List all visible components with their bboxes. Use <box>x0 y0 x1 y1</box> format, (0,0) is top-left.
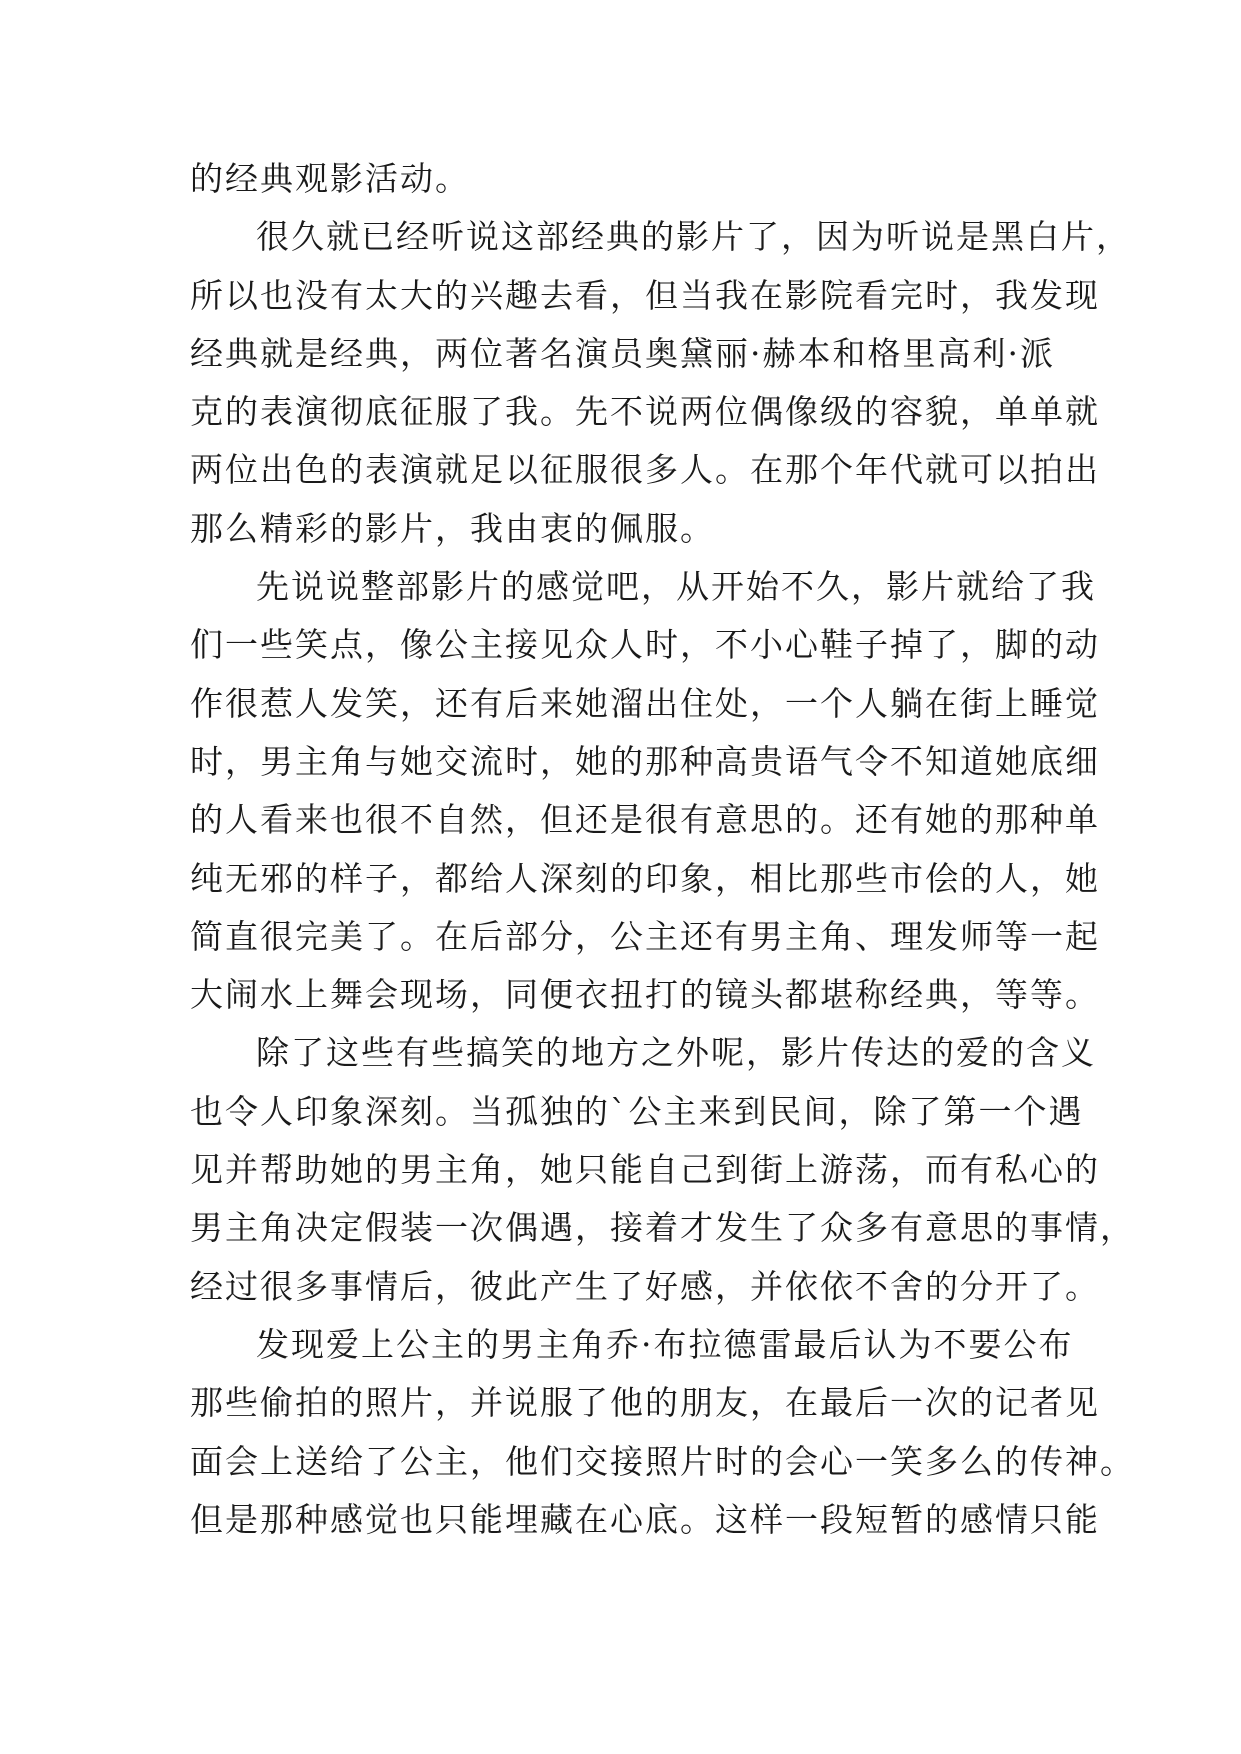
text-line: 但是那种感觉也只能埋藏在心底。这样一段短暂的感情只能 <box>190 1499 1100 1539</box>
text-line: 简直很完美了。在后部分，公主还有男主角、理发师等一起 <box>190 916 1100 956</box>
text-line: 两位出色的表演就足以征服很多人。在那个年代就可以拍出 <box>190 450 1100 490</box>
text-line: 所以也没有太大的兴趣去看，但当我在影院看完时，我发现 <box>190 275 1100 315</box>
body-text <box>190 150 1135 1549</box>
text-line: 作很惹人发笑，还有后来她溜出住处，一个人躺在街上睡觉 <box>190 683 1100 723</box>
text-line: 经过很多事情后，彼此产生了好感，并依依不舍的分开了。 <box>190 1266 1100 1306</box>
text-line: 纯无邪的样子，都给人深刻的印象，相比那些市侩的人，她 <box>190 858 1100 898</box>
text-line: 时，男主角与她交流时，她的那种高贵语气令不知道她底细 <box>190 741 1100 781</box>
text-line: 男主角决定假装一次偶遇，接着才发生了众多有意思的事情， <box>190 1208 1135 1248</box>
text-line: 的经典观影活动。 <box>190 159 470 198</box>
text-line: 的人看来也很不自然，但还是很有意思的。还有她的那种单 <box>190 800 1100 840</box>
text-line: 那些偷拍的照片，并说服了他的朋友，在最后一次的记者见 <box>190 1383 1100 1423</box>
text-line: 那么精彩的影片，我由衷的佩服。 <box>190 508 715 548</box>
text-line: 经典就是经典，两位著名演员奥黛丽·赫本和格里高利·派 <box>190 333 1055 373</box>
text-line: 见并帮助她的男主角，她只能自己到街上游荡，而有私心的 <box>190 1150 1100 1190</box>
text-line: 大闹水上舞会现场，同便衣扭打的镜头都堪称经典，等等。 <box>190 975 1100 1015</box>
text-line: 们一些笑点，像公主接见众人时，不小心鞋子掉了，脚的动 <box>190 625 1100 665</box>
paragraph-first-line: 先说说整部影片的感觉吧，从开始不久，影片就给了我 <box>256 567 1096 607</box>
text-line: 面会上送给了公主，他们交接照片时的会心一笑多么的传神。 <box>190 1441 1135 1481</box>
paragraph-first-line: 很久就已经听说这部经典的影片了，因为听说是黑白片， <box>256 217 1131 257</box>
text-line: 也令人印象深刻。当孤独的`公主来到民间，除了第一个遇 <box>190 1091 1084 1131</box>
text-line: 克的表演彻底征服了我。先不说两位偶像级的容貌，单单就 <box>190 392 1100 432</box>
paragraph-first-line: 发现爱上公主的男主角乔·布拉德雷最后认为不要公布 <box>256 1324 1074 1364</box>
paragraph-first-line: 除了这些有些搞笑的地方之外呢，影片传达的爱的含义 <box>256 1033 1096 1073</box>
